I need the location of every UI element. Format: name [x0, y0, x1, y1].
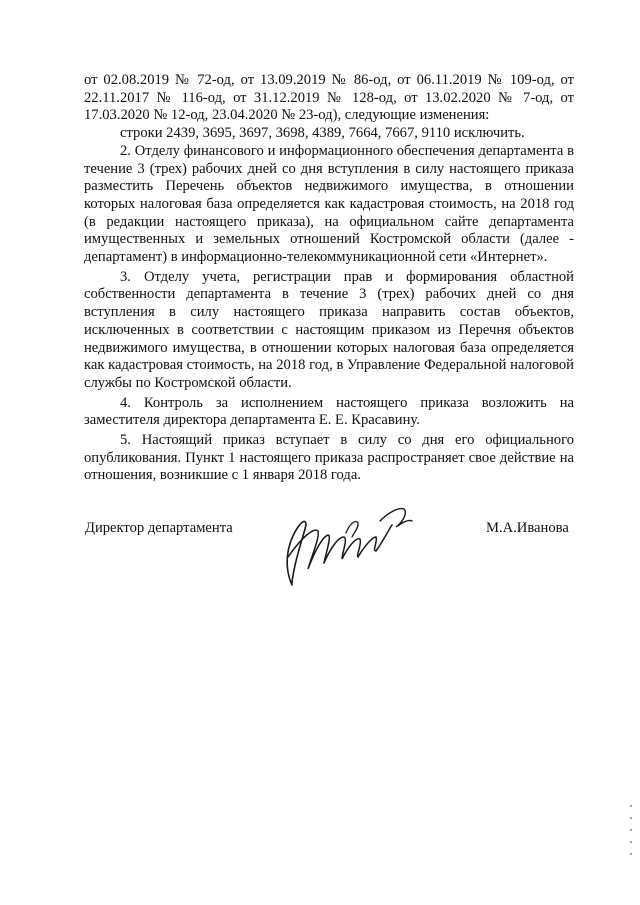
paragraph-4: 4. Контроль за исполнением настоящего приказа возложить на заместителя директора департамента Е. Е. Красавину.: [84, 394, 574, 429]
item-strings-paragraph: строки 2439, 3695, 3697, 3698, 4389, 7664, 7667, 9110 исключить.: [120, 125, 525, 142]
intro-paragraph: от 02.08.2019 № 72-од, от 13.09.2019 № 86-од, от 06.11.2019 № 109-од, от 22.11.2017 № 116-од, от 31.12.2019 № 128-од, от 13.02.2020 № 7-од, от 17.03.2020 № 12-од, 23.04.2020 № 23-од), следующие изменения:: [84, 72, 574, 124]
scan-artifact: [628, 800, 634, 860]
signer-title: Директор департамента: [85, 520, 233, 536]
paragraph-2: 2. Отделу финансового и информационного обеспечения департамента в течение 3 (трех) рабочих дней со дня вступления в силу настоящего приказа разместить Перечень объектов недвижимого имущества, в отношении которых налоговая база определяется как кадастровая стоимость, на 2018 год (в редакции настоящего приказа), на официальном сайте департамента имущественных и земельных отношений Костромской области (далее - департамент) в информационно-телекоммуникационной сети «Интернет».: [84, 142, 574, 266]
signer-name: М.А.Иванова: [486, 520, 569, 536]
document-body: [84, 72, 574, 485]
handwritten-signature-icon: [262, 497, 422, 597]
paragraph-5: 5. Настоящий приказ вступает в силу со дня его официального опубликования. Пункт 1 настоящего приказа распространяет свое действие на отношения, возникшие с 1 января 2018 года.: [84, 432, 574, 484]
paragraph-3: 3. Отделу учета, регистрации прав и формирования областной собственности департамента в течение 3 (трех) рабочих дней со дня вступления в силу настоящего приказа направить состав объектов, исключенных в соответствии с настоящим приказом из Перечня объектов недвижимого имущества, в отношении которых налоговая база определяется как кадастровая стоимость, на 2018 год, в Управление Федеральной налоговой службы по Костромской области.: [84, 268, 574, 391]
